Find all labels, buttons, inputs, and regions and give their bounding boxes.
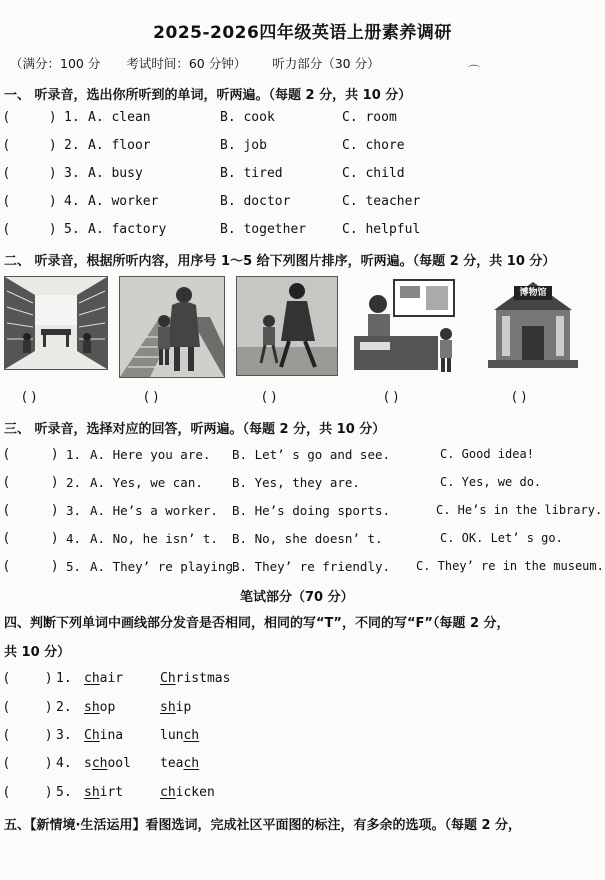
word-2-pre: lun — [160, 728, 184, 743]
page-title: 2025-2026四年级英语上册素养调研 — [153, 23, 452, 43]
answer-paren-close[interactable]: ) — [46, 785, 52, 800]
option-c[interactable]: C. child — [342, 166, 405, 181]
word-2-underlined: ch — [183, 728, 200, 743]
question-number: 3. — [56, 728, 72, 743]
question-number: 1. — [56, 671, 72, 686]
word-1-post: ina — [99, 728, 124, 743]
word-2-post: ip — [175, 700, 192, 715]
question-number: 2. — [56, 700, 72, 715]
word-2-underlined: Ch — [160, 671, 176, 686]
answer-paren-close[interactable]: ) — [52, 447, 58, 462]
option-c[interactable]: C. teacher — [342, 194, 421, 209]
option-b[interactable]: B. together — [220, 222, 307, 237]
answer-paren-open[interactable]: ( — [4, 194, 10, 209]
option-c[interactable]: C. helpful — [342, 222, 421, 237]
word-2 — [160, 728, 199, 743]
word-1 — [84, 756, 131, 771]
option-b[interactable]: B. job — [220, 138, 267, 153]
exam-meta — [10, 54, 402, 72]
library-picture — [4, 276, 108, 370]
answer-paren-close[interactable]: ) — [46, 756, 52, 771]
option-c[interactable]: C. chore — [342, 138, 405, 153]
option-a[interactable]: A. Here you are. — [90, 447, 211, 462]
listening-part: 听力部分（30 分） — [272, 56, 380, 71]
pic-4-blank[interactable]: ( ) — [384, 390, 399, 405]
pic-5-blank[interactable]: ( ) — [512, 390, 527, 405]
word-2-pre: tea — [160, 756, 184, 771]
pic-2-blank[interactable]: ( ) — [144, 390, 159, 405]
word-1-post: op — [99, 700, 116, 715]
option-b[interactable]: B. No, she doesn’ t. — [232, 531, 383, 546]
question-number: 4. — [64, 194, 80, 209]
option-a[interactable]: A. They’ re playing. — [90, 559, 241, 574]
section-4-heading-cont: 共 10 分） — [4, 645, 71, 660]
museum-sign: 博物馆 — [519, 288, 547, 298]
question-number: 5. — [56, 785, 72, 800]
office-worker-picture — [350, 276, 460, 376]
option-a[interactable]: A. busy — [88, 166, 143, 181]
answer-paren-close[interactable]: ) — [46, 671, 52, 686]
answer-paren-close[interactable]: ) — [46, 700, 52, 715]
written-part-heading: 笔试部分（70 分） — [240, 590, 354, 605]
word-1-post: ool — [107, 756, 131, 771]
answer-paren-close[interactable]: ) — [50, 166, 56, 181]
answer-paren-open[interactable]: ( — [4, 756, 10, 771]
answer-paren-open[interactable]: ( — [4, 785, 10, 800]
answer-paren-close[interactable]: ) — [52, 503, 58, 518]
option-c[interactable]: C. Good idea! — [440, 447, 534, 461]
answer-paren-open[interactable]: ( — [4, 671, 10, 686]
word-1 — [84, 700, 115, 715]
question-number: 5. — [66, 559, 82, 574]
full-score: （满分：100 分 — [10, 56, 101, 71]
answer-paren-close[interactable]: ) — [50, 194, 56, 209]
answer-paren-open[interactable]: ( — [4, 559, 10, 574]
answer-paren-open[interactable]: ( — [4, 138, 10, 153]
option-c[interactable]: C. room — [342, 110, 397, 125]
word-2-underlined: sh — [160, 700, 176, 715]
option-a[interactable]: A. He’s a worker. — [90, 503, 218, 518]
option-b[interactable]: B. cook — [220, 110, 275, 125]
question-number: 3. — [64, 166, 80, 181]
word-1-underlined: sh — [84, 785, 100, 800]
option-b[interactable]: B. tired — [220, 166, 283, 181]
word-1-underlined: ch — [91, 756, 108, 771]
word-2 — [160, 671, 230, 686]
walking-picture — [236, 276, 338, 376]
option-b[interactable]: B. They’ re friendly. — [232, 559, 391, 574]
option-b[interactable]: B. Yes, they are. — [232, 475, 360, 490]
scan-mark: ⌒ — [468, 64, 481, 78]
word-1 — [84, 785, 123, 800]
answer-paren-open[interactable]: ( — [4, 503, 10, 518]
option-a[interactable]: A. No, he isn’ t. — [90, 531, 218, 546]
section-3-heading: 三、 听录音，选择对应的回答，听两遍。（每题 2 分，共 10 分） — [4, 422, 386, 437]
word-1-post: air — [99, 671, 124, 686]
option-a[interactable]: A. Yes, we can. — [90, 475, 203, 490]
word-1-underlined: ch — [84, 671, 100, 686]
answer-paren-open[interactable]: ( — [4, 222, 10, 237]
answer-paren-close[interactable]: ) — [50, 222, 56, 237]
option-a[interactable]: A. clean — [88, 110, 151, 125]
option-b[interactable]: B. He’s doing sports. — [232, 503, 391, 518]
word-1-underlined: sh — [84, 700, 100, 715]
answer-paren-close[interactable]: ) — [46, 728, 52, 743]
word-2-post: icken — [175, 785, 215, 800]
word-1-underlined: Ch — [84, 728, 100, 743]
answer-paren-open[interactable]: ( — [4, 700, 10, 715]
answer-paren-open[interactable]: ( — [4, 110, 10, 125]
answer-paren-open[interactable]: ( — [4, 728, 10, 743]
pic-3-blank[interactable]: ( ) — [262, 390, 277, 405]
pic-1-blank[interactable]: ( ) — [22, 390, 37, 405]
question-number: 2. — [64, 138, 80, 153]
option-c[interactable]: C. They’ re in the museum. — [416, 559, 604, 573]
escalator-picture — [119, 276, 225, 378]
option-c[interactable]: C. He’s in the library. — [436, 503, 603, 517]
word-2-underlined: ch — [183, 756, 200, 771]
answer-paren-close[interactable]: ) — [50, 138, 56, 153]
answer-paren-open[interactable]: ( — [4, 531, 10, 546]
word-2 — [160, 700, 191, 715]
exam-time: 考试时间：60 分钟） — [126, 56, 247, 71]
answer-paren-close[interactable]: ) — [52, 475, 58, 490]
question-number: 2. — [66, 475, 82, 490]
question-number: 1. — [66, 447, 82, 462]
word-1-post: irt — [99, 785, 124, 800]
option-b[interactable]: B. doctor — [220, 194, 291, 209]
question-number: 5. — [64, 222, 80, 237]
option-c[interactable]: C. OK. Let’ s go. — [440, 531, 563, 545]
word-2 — [160, 756, 199, 771]
word-2 — [160, 785, 215, 800]
answer-paren-open[interactable]: ( — [4, 475, 10, 490]
answer-paren-close[interactable]: ) — [52, 531, 58, 546]
answer-paren-open[interactable]: ( — [4, 166, 10, 181]
word-1-pre: s — [84, 756, 92, 771]
word-1 — [84, 671, 123, 686]
option-a[interactable]: A. worker — [88, 194, 159, 209]
answer-paren-close[interactable]: ) — [52, 559, 58, 574]
word-2-underlined: ch — [160, 785, 176, 800]
question-number: 4. — [56, 756, 72, 771]
question-number: 4. — [66, 531, 82, 546]
word-2-post: ristmas — [175, 671, 231, 686]
museum-picture — [484, 276, 582, 372]
option-b[interactable]: B. Let’ s go and see. — [232, 447, 391, 462]
section-5-heading: 五、【新情境·生活运用】看图选词，完成社区平面图的标注，有多余的选项。（每题 2 分， — [4, 818, 522, 833]
question-number: 3. — [66, 503, 82, 518]
option-a[interactable]: A. factory — [88, 222, 167, 237]
word-1 — [84, 728, 123, 743]
section-4-heading: 四、判断下列单词中画线部分发音是否相同，相同的写“T”，不同的写“F”（每题 2 分， — [4, 616, 510, 631]
option-a[interactable]: A. floor — [88, 138, 151, 153]
section-1-heading: 一、 听录音，选出你所听到的单词，听两遍。（每题 2 分，共 10 分） — [4, 88, 412, 103]
option-c[interactable]: C. Yes, we do. — [440, 475, 542, 489]
section-2-heading: 二、 听录音，根据所听内容，用序号 1～5 给下列图片排序，听两遍。（每题 2 分，共 10 分） — [4, 254, 556, 269]
question-number: 1. — [64, 110, 80, 125]
answer-paren-close[interactable]: ) — [50, 110, 56, 125]
answer-paren-open[interactable]: ( — [4, 447, 10, 462]
